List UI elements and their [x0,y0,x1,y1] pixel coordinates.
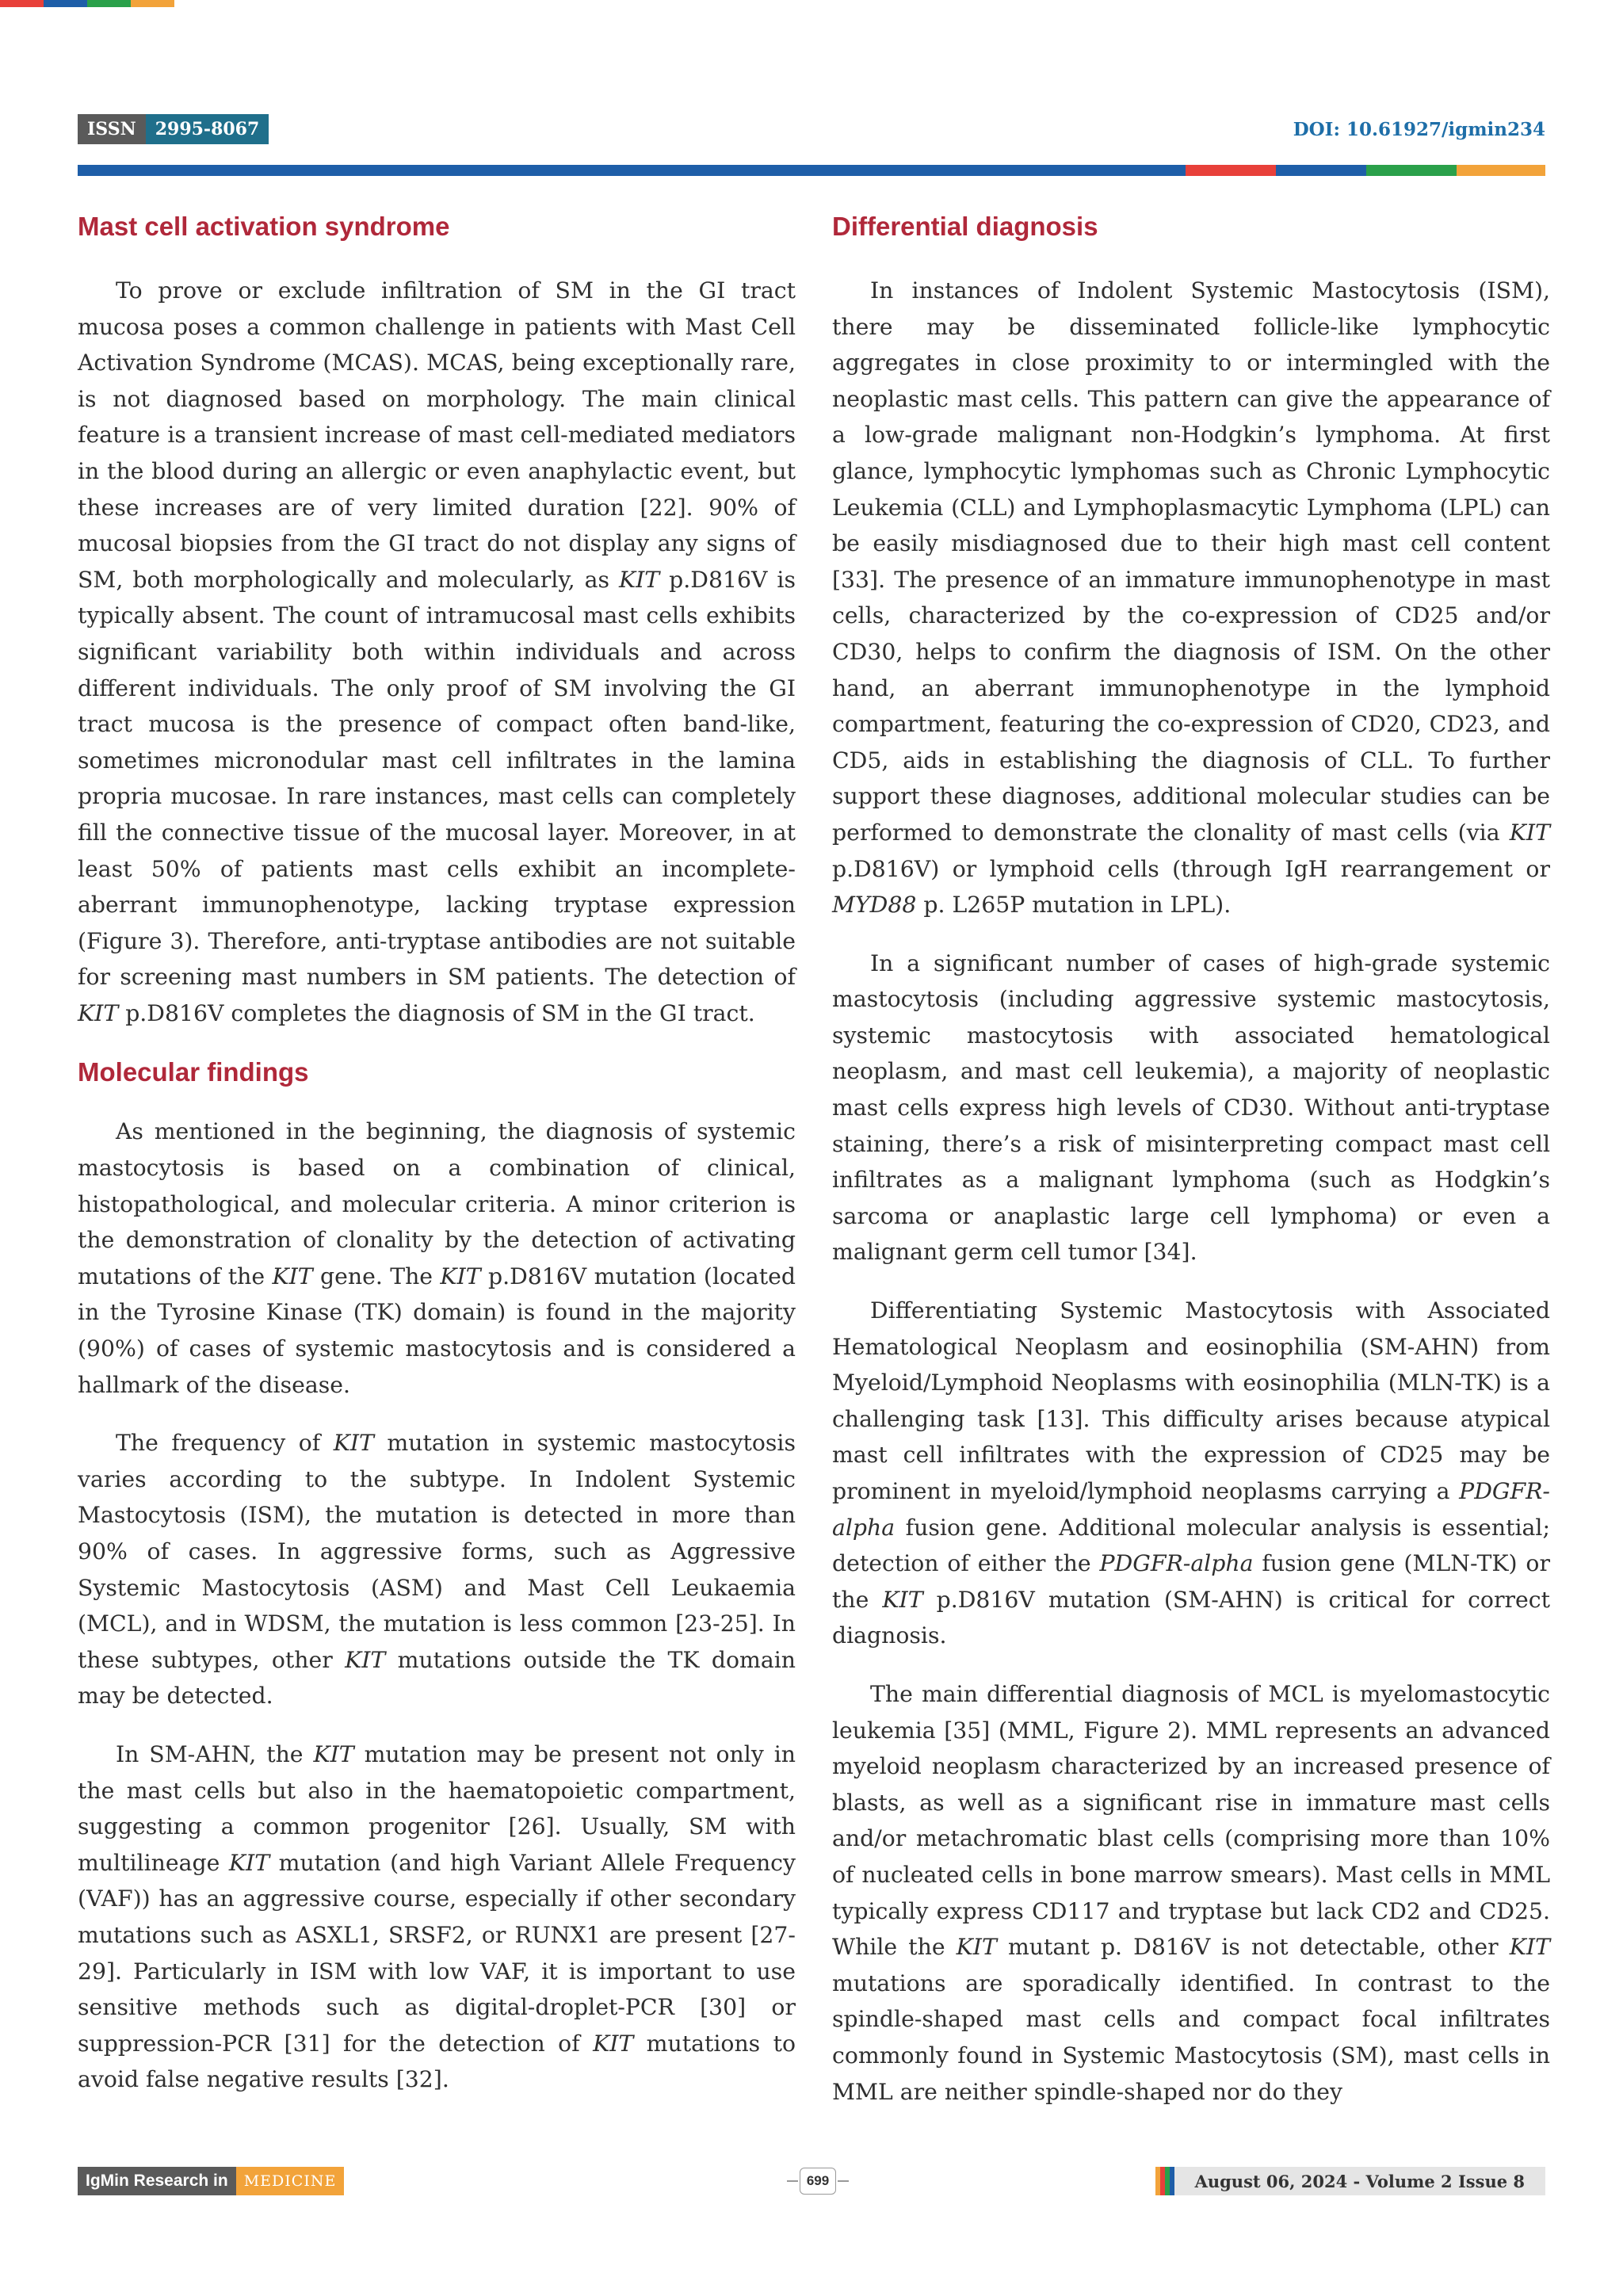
section-heading-differential: Differential diagnosis [832,212,1098,241]
italic-gene-name: KIT [313,1740,354,1767]
italic-gene-name: KIT [345,1646,386,1673]
italic-gene-name: KIT [1509,819,1550,846]
header-divider-bar [78,165,1545,176]
journal-badge [78,2167,344,2195]
issn-badge [78,114,269,144]
left-column [78,208,796,2098]
paragraph: Differentiating Systemic Mastocytosis with Associated Hematological Neoplasm and eosinophilia (SM-AHN) from Myeloid/Lymphoid Neoplasms with eosinophilia (MLN-TK) is a challenging task [13]. This difficulty arises because atypical mast cell infiltrates with the expression of CD25 may be prominent in myeloid/lymphoid neoplasms carrying a PDGFR-alpha fusion gene. Additional molecular analysis is essential; detection of either the PDGFR-alpha fusion gene (MLN-TK) or the KIT p.D816V mutation (SM-AHN) is critical for correct diagnosis. [832,1297,1550,1649]
section-heading-mcas: Mast cell activation syndrome [78,212,450,241]
italic-gene-name: KIT [882,1586,923,1613]
italic-gene-name: KIT [1509,1934,1550,1961]
italic-gene-name: KIT [333,1430,374,1457]
paragraph: To prove or exclude infiltration of SM in the GI tract mucosa poses a common challenge in patients with Mast Cell Activation Syndrome (MCAS). MCAS, being exceptionally rare, is not diagnosed based on morphology. The main clinical feature is a transient increase of mast cell-mediated mediators in the blood during an allergic or even anaphylactic event, but these increases are of very limited duration [22]. 90% of mucosal biopsies from the GI tract do not display any signs of SM, both morphologically and molecularly, as KIT p.D816V is typically absent. The count of intramucosal mast cells exhibits significant variability both within individuals and across different individuals. The only proof of SM involving the GI tract mucosa is the presence of compact often band-like, sometimes micronodular mast cell infiltrates in the lamina propria mucosae. In rare instances, mast cells can completely fill the connective tissue of the mucosal layer. Moreover, in at least 50% of patients mast cells exhibit an incomplete-aberrant immunophenotype, lacking tryptase expression (Figure 3). Therefore, anti-tryptase antibodies are not suitable for screening mast numbers in SM patients. The detection of KIT p.D816V completes the diagnosis of SM in the GI tract. [78,277,796,1026]
issn-label: ISSN [78,114,146,144]
issue-badge [1155,2167,1545,2195]
italic-gene-name: KIT [618,566,660,593]
issue-date: August 06, 2024 - Volume 2 Issue 8 [1174,2167,1545,2195]
italic-gene-name: PDGFR-alpha [1099,1550,1254,1577]
paragraph: In SM-AHN, the KIT mutation may be present not only in the mast cells but also in the haematopoietic compartment, suggesting a common progenitor [26]. Usually, SM with multilineage KIT mutation (and high Variant Allele Frequency (VAF)) has an aggressive course, especially if other secondary mutations such as ASXL1, SRSF2, or RUNX1 are present [27-29]. Particularly in ISM with low VAF, it is important to use sensitive methods such as digital-droplet-PCR [30] or suppression-PCR [31] for the detection of KIT mutations to avoid false negative results [32]. [78,1740,796,2093]
page-number-value: 699 [800,2168,836,2195]
journal-section: MEDICINE [236,2167,345,2195]
paragraph: The main differential diagnosis of MCL is myelomastocytic leukemia [35] (MML, Figure 2). MML represents an advanced myeloid neoplasm characterized by an increased presence of blasts, as well as a significant rise in immature mast cells and/or metachromatic blast cells (comprising more than 10% of nucleated cells in bone marrow smears). Mast cells in MML typically express CD117 and tryptase but lack CD2 and CD25. While the KIT mutant p. D816V is not detectable, other KIT mutations are sporadically identified. In contrast to the spindle-shaped mast cells and compact focal infiltrates commonly found in Systemic Mastocytosis (SM), mast cells in MML are neither spindle-shaped nor do they [832,1680,1550,2105]
italic-gene-name: KIT [272,1263,313,1289]
paragraph: As mentioned in the beginning, the diagnosis of systemic mastocytosis is based on a combination of clinical, histopathological, and molecular criteria. A minor criterion is the demonstration of clonality by the detection of activating mutations of the KIT gene. The KIT p.D816V mutation (located in the Tyrosine Kinase (TK) domain) is found in the majority (90%) of cases of systemic mastocytosis and is considered a hallmark of the disease. [78,1118,796,1398]
paragraph: The frequency of KIT mutation in systemic mastocytosis varies according to the subtype. In Indolent Systemic Mastocytosis (ISM), the mutation is detected in more than 90% of cases. In aggressive forms, such as Aggressive Systemic Mastocytosis (ASM) and Mast Cell Leukaemia (MCL), and in WDSM, the mutation is less common [23-25]. In these subtypes, other KIT mutations outside the TK domain may be detected. [78,1430,796,1710]
right-column [832,208,1550,2110]
issn-value: 2995-8067 [146,114,269,144]
italic-gene-name: KIT [593,2030,634,2057]
paragraph: In instances of Indolent Systemic Mastocytosis (ISM), there may be disseminated follicle-like lymphocytic aggregates in close proximity to or intermingled with the neoplastic mast cells. This pattern can give the appearance of a low-grade malignant non-Hodgkin’s lymphoma. At first glance, lymphocytic lymphomas such as Chronic Lymphocytic Leukemia (CLL) and Lymphoplasmacytic Lymphoma (LPL) can be easily misdiagnosed due to their high mast cell content [33]. The presence of an immature immunophenotype in mast cells, characterized by the co-expression of CD25 and/or CD30, helps to confirm the diagnosis of ISM. On the other hand, an aberrant immunophenotype in the lymphoid compartment, featuring the co-expression of CD20, CD23, and CD5, aids in establishing the diagnosis of CLL. To further support these diagnoses, additional molecular studies can be performed to demonstrate the clonality of mast cells (via KIT p.D816V) or lymphoid cells (through IgH rearrangement or MYD88 p. L265P mutation in LPL). [832,277,1550,919]
italic-gene-name: MYD88 [832,892,917,919]
doi-link[interactable]: DOI: 10.61927/igmin234 [1293,118,1545,140]
issue-color-stripes [1155,2167,1174,2195]
italic-gene-name: KIT [956,1934,997,1961]
italic-gene-name: KIT [440,1263,481,1289]
journal-name: IgMin Research in [78,2167,236,2195]
italic-gene-name: KIT [78,999,119,1026]
top-color-strip [0,0,174,7]
italic-gene-name: KIT [228,1849,270,1876]
italic-gene-name: PDGFR-alpha [832,1478,1550,1541]
paragraph: In a significant number of cases of high-grade systemic mastocytosis (including aggressive systemic mastocytosis, systemic mastocytosis with associated hematological neoplasm, and mast cell leukemia), a majority of neoplastic mast cells express high levels of CD30. Without anti-tryptase staining, there’s a risk of misinterpreting compact mast cell infiltrates as a malignant lymphoma (such as Hodgkin’s sarcoma or anaplastic large cell lymphoma) or even a malignant germ cell tumor [34]. [832,949,1550,1266]
page-number [786,2161,850,2201]
section-heading-molecular: Molecular findings [78,1057,309,1087]
